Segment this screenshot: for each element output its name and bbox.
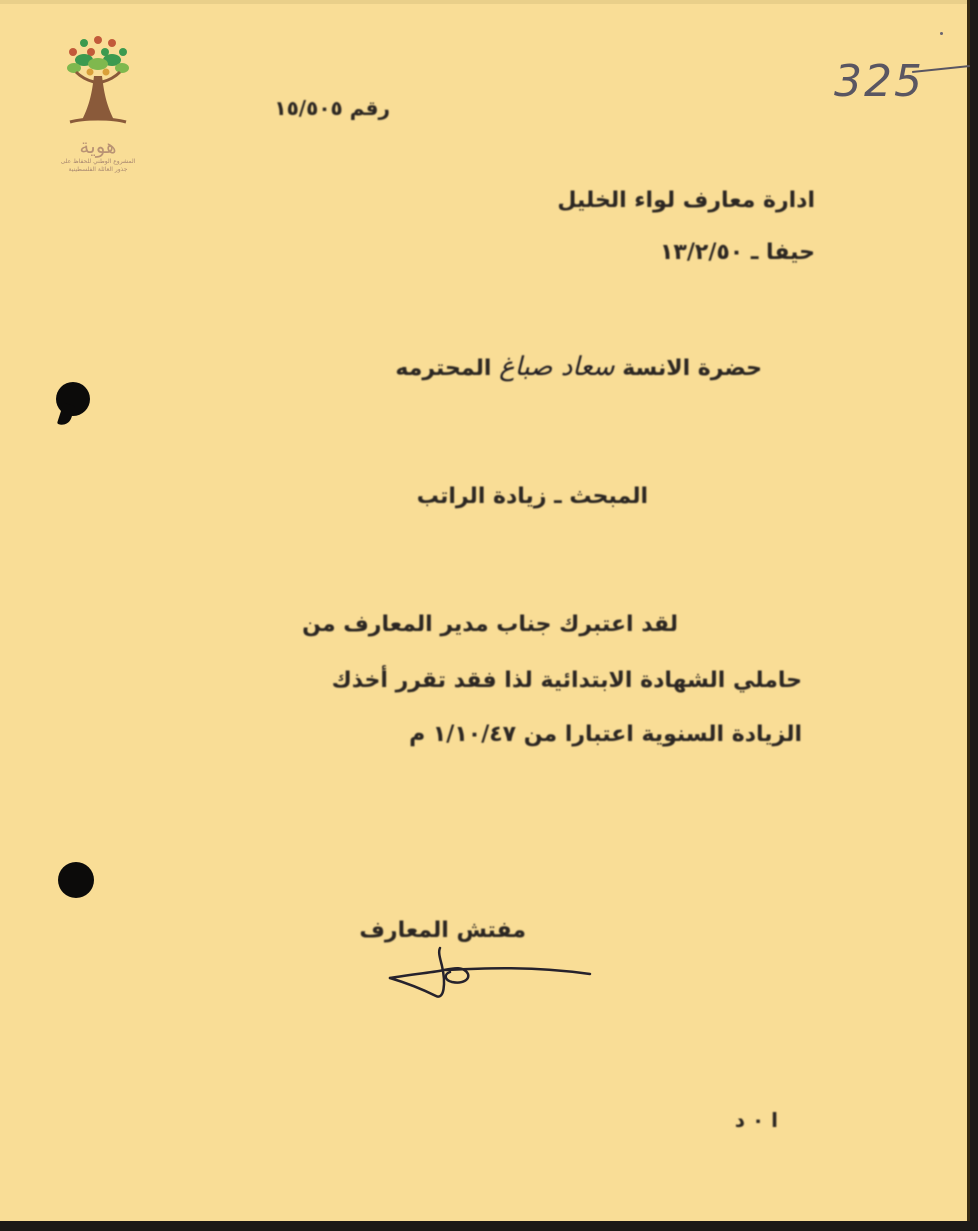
page-number: 325 [834,56,924,107]
body-line: الزيادة السنوية اعتبارا من ١/١٠/٤٧ م [409,722,802,747]
department-header: ادارة معارف لواء الخليل [557,188,815,213]
addressee-suffix: المحترمه [395,356,492,381]
tree-icon [60,32,136,132]
footer-code: ا ٠ د [734,1108,778,1132]
logo-wordmark: هوية [79,134,117,158]
logo-caption: جذور العائلة الفلسطينية [68,166,128,173]
scan-bottom-edge [0,1221,978,1231]
scan-right-edge [970,0,978,1231]
body-line: لقد اعتبرك جناب مدير المعارف من [302,612,678,637]
subject-line: المبحث ـ زيادة الراتب [416,484,648,509]
punch-hole [58,862,94,898]
pen-mark [940,32,943,35]
place-date: حيفا ـ ١٣/٢/٥٠ [660,240,815,265]
addressee-line [395,352,762,382]
scan-top-edge [0,0,978,4]
body-line: حاملي الشهادة الابتدائية لذا فقد تقرر أخذك [331,668,802,693]
addressee-name: سعاد صباغ [499,352,615,382]
signer-title: مفتش المعارف [359,918,526,943]
handwritten-signature [384,944,598,1008]
logo-caption: المشروع الوطني للحفاظ على [60,158,136,165]
watermark-logo [46,32,150,202]
addressee-prefix: حضرة الانسة [622,356,762,381]
reference-number: رقم ١٥/٥٠٥ [274,96,390,120]
